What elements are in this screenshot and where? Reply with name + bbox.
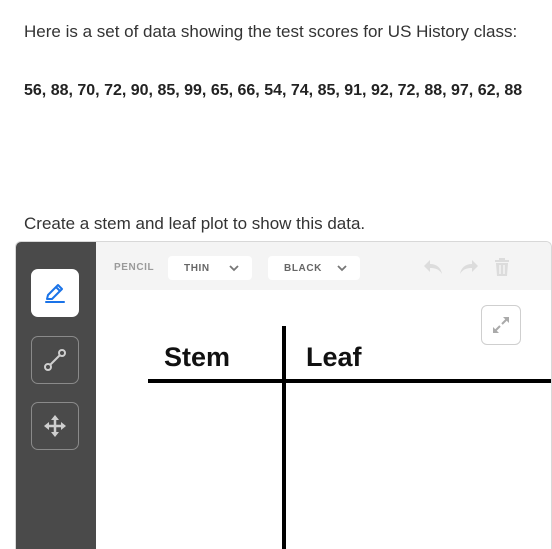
expand-button[interactable]	[481, 305, 521, 345]
question-intro: Here is a set of data showing the test scores for US History class:	[24, 22, 518, 41]
move-icon	[42, 413, 68, 439]
leaf-heading: Leaf	[306, 342, 362, 372]
color-value: BLACK	[284, 262, 322, 274]
delete-button[interactable]	[491, 256, 513, 278]
color-dropdown[interactable]	[268, 256, 360, 280]
current-tool-label: PENCIL	[114, 262, 155, 273]
expand-icon	[490, 314, 512, 336]
line-tool-button[interactable]	[31, 336, 79, 384]
trash-icon	[493, 257, 511, 277]
stem-heading: Stem	[164, 342, 231, 372]
drawing-canvas[interactable]	[96, 290, 551, 549]
pencil-tool-button[interactable]	[31, 269, 79, 317]
undo-button[interactable]	[422, 256, 444, 278]
chevron-down-icon	[228, 262, 240, 274]
score-data: 56, 88, 70, 72, 90, 85, 99, 65, 66, 54, 74, 85, 91, 92, 72, 88, 97, 62, 88	[24, 82, 523, 99]
question-instruction: Create a stem and leaf plot to show this data.	[24, 214, 366, 233]
redo-icon	[458, 258, 480, 276]
move-tool-button[interactable]	[31, 402, 79, 450]
tool-rail	[16, 242, 96, 549]
thickness-dropdown[interactable]	[168, 256, 252, 280]
line-segment-icon	[41, 346, 69, 374]
pencil-icon	[42, 280, 68, 306]
drawing-toolbar	[96, 242, 551, 290]
chevron-down-icon	[336, 262, 348, 274]
undo-icon	[422, 258, 444, 276]
drawing-widget	[15, 241, 552, 549]
table-vertical-line	[282, 326, 286, 549]
thickness-value: THIN	[184, 262, 210, 274]
table-horizontal-line	[148, 379, 551, 383]
redo-button[interactable]	[458, 256, 480, 278]
